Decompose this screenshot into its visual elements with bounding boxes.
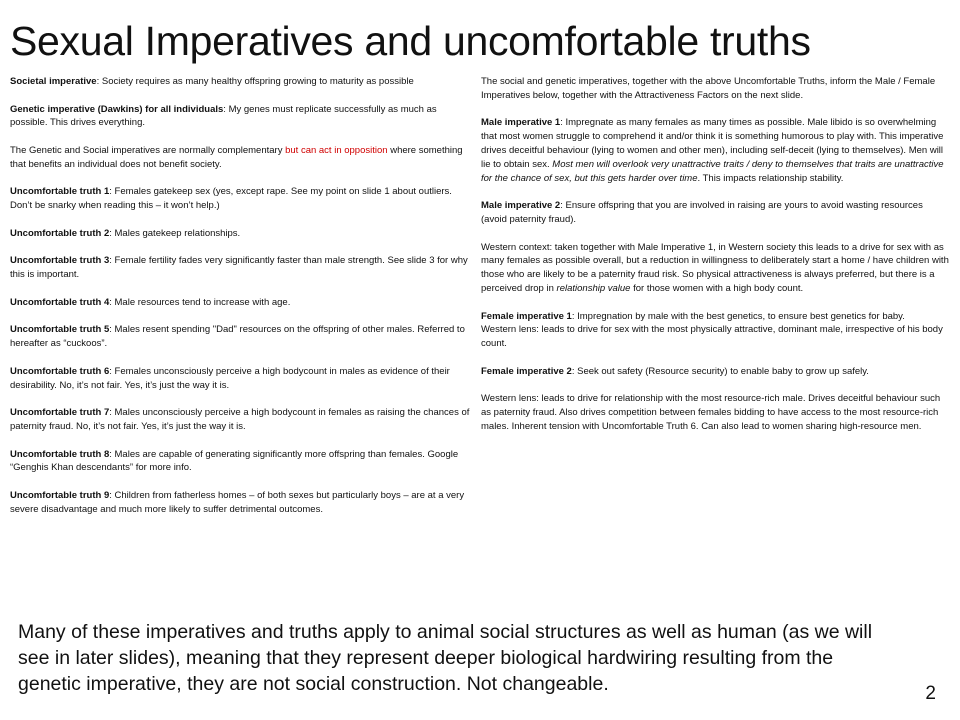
uncomfortable-truth-9 [10, 489, 476, 517]
left-column [10, 75, 476, 530]
uncomfortable-truth-5 [10, 323, 476, 351]
text: : Males resent spending "Dad" resources on the offspring of other males. Referred to hereafter as “cuckoos”. [10, 324, 465, 350]
label: Uncomfortable truth 9 [10, 489, 110, 501]
western-context [481, 241, 949, 296]
label: Male imperative 1 [481, 117, 561, 129]
label: Genetic imperative (Dawkins) for all individuals [10, 103, 224, 115]
text: : Impregnation by male with the best genetics, to ensure best genetics for baby. [571, 310, 905, 322]
label: Uncomfortable truth 4 [10, 296, 110, 308]
text: : Ensure offspring that you are involved in raising are yours to avoid wasting resources (avoid paternity fraud). [481, 200, 923, 225]
label: Female imperative 2 [481, 365, 572, 377]
text: Western context: taken together with Male Imperative 1, in Western society this leads to a drive for sex with as many females as possible overall, but a reduction in willingness to deliberately start a home / have children with those who are likely to be a paternity fraud risk. So physical attractiveness is always preferred, but there is a perceived drop in [481, 241, 949, 294]
male-imperative-1 [481, 116, 949, 185]
label: Uncomfortable truth 6 [10, 365, 110, 377]
uncomfortable-truth-3 [10, 254, 476, 282]
label: Uncomfortable truth 8 [10, 448, 110, 460]
text: : Society requires as many healthy offspring growing to maturity as possible [96, 76, 414, 87]
female-imperative-1 [481, 310, 949, 324]
highlight-text: but can act in opposition [285, 144, 388, 156]
text: where something that benefits an individual does not benefit society. [10, 144, 463, 170]
right-column [481, 75, 949, 448]
slide-title: Sexual Imperatives and uncomfortable truths [10, 18, 811, 64]
female-imperative-2 [481, 365, 949, 379]
text: : Males unconsciously perceive a high bodycount in females as raising the chances of paternity fraud. No, it’s not fair. Yes, it’s just the way it is. [10, 407, 470, 432]
text: . This impacts relationship stability. [697, 172, 844, 184]
societal-imperative [10, 75, 476, 89]
label: Uncomfortable truth 2 [10, 227, 110, 239]
text: The Genetic and Social imperatives are normally complementary [10, 144, 286, 156]
text: : Males gatekeep relationships. [109, 227, 241, 239]
uncomfortable-truth-7 [10, 406, 476, 434]
italic-text: relationship value [556, 282, 631, 294]
label: Female imperative 1 [481, 310, 572, 322]
uncomfortable-truth-8 [10, 448, 476, 476]
text: : Impregnate as many females as many times as possible. Male libido is so overwhelming that most women struggle to comprehend it and/or think it is something humorous to play with. This imperative drives deceitful behaviour (lying to women and other men), including self-deceit (lying to themselves). Men will lie to obtain sex. [481, 117, 944, 170]
italic-text: Most men will overlook very unattractive traits / deny to themselves that traits are unattractive for the chance of sex, but this gets harder over time [481, 158, 944, 184]
uncomfortable-truth-4 [10, 296, 476, 310]
text: : Female fertility fades very significantly faster than male strength. See slide 3 for why this is important. [10, 255, 468, 281]
text: : My genes must replicate successfully as much as possible. This drives everything. [10, 103, 437, 129]
imperatives-intro: The social and genetic imperatives, together with the above Uncomfortable Truths, inform the Male / Female Imperatives below, together with the Attractiveness Factors on the next slide. [481, 76, 936, 101]
slide-number: 2 [925, 683, 936, 704]
label: Uncomfortable truth 7 [10, 407, 110, 419]
text: : Children from fatherless homes – of both sexes but particularly boys – are at a very severe disadvantage and much more likely to suffer detrimental outcomes. [10, 489, 465, 515]
female-imperative-1-western-lens: Western lens: leads to drive for sex with the most physically attractive, dominant male, irrespective of his body count. [481, 324, 943, 350]
text: : Females gatekeep sex (yes, except rape. See my point on slide 1 about outliers. Don’t be snarky when reading this – it won’t help.) [10, 186, 452, 212]
text: : Seek out safety (Resource security) to enable baby to grow up safely. [571, 365, 869, 377]
text: : Male resources tend to increase with age. [109, 296, 291, 308]
text: : Males are capable of generating significantly more offspring than females. Google “Genghis Khan descendants” for more info. [10, 448, 459, 474]
imperatives-complement [10, 144, 476, 172]
label: Male imperative 2 [481, 200, 561, 212]
footer-note: Many of these imperatives and truths apply to animal social structures as well as human (as we will see in later slides), meaning that they represent deeper biological hardwiring resulting from the genetic imperative, they are not social construction. Not changeable. [18, 621, 873, 695]
female-imperative-2-western-lens: Western lens: leads to drive for relationship with the most resource-rich male. Drives deceitful behaviour such as paternity fraud. Also drives competition between females bidding to have access to the most resource-rich males. Inherent tension with Uncomfortable Truth 6. Can also lead to women sharing high-resource men. [481, 393, 941, 432]
text: for those women with a high body count. [630, 282, 804, 294]
uncomfortable-truth-1 [10, 185, 476, 213]
uncomfortable-truth-2 [10, 227, 476, 241]
genetic-imperative [10, 103, 476, 131]
label: Uncomfortable truth 3 [10, 255, 110, 267]
label: Uncomfortable truth 1 [10, 186, 110, 198]
uncomfortable-truth-6 [10, 365, 476, 393]
text: : Females unconsciously perceive a high bodycount in males as evidence of their desirability. No, it’s not fair. Yes, it’s just the way it is. [10, 365, 450, 391]
label: Uncomfortable truth 5 [10, 324, 110, 336]
label: Societal imperative [10, 76, 97, 87]
male-imperative-2 [481, 199, 949, 227]
